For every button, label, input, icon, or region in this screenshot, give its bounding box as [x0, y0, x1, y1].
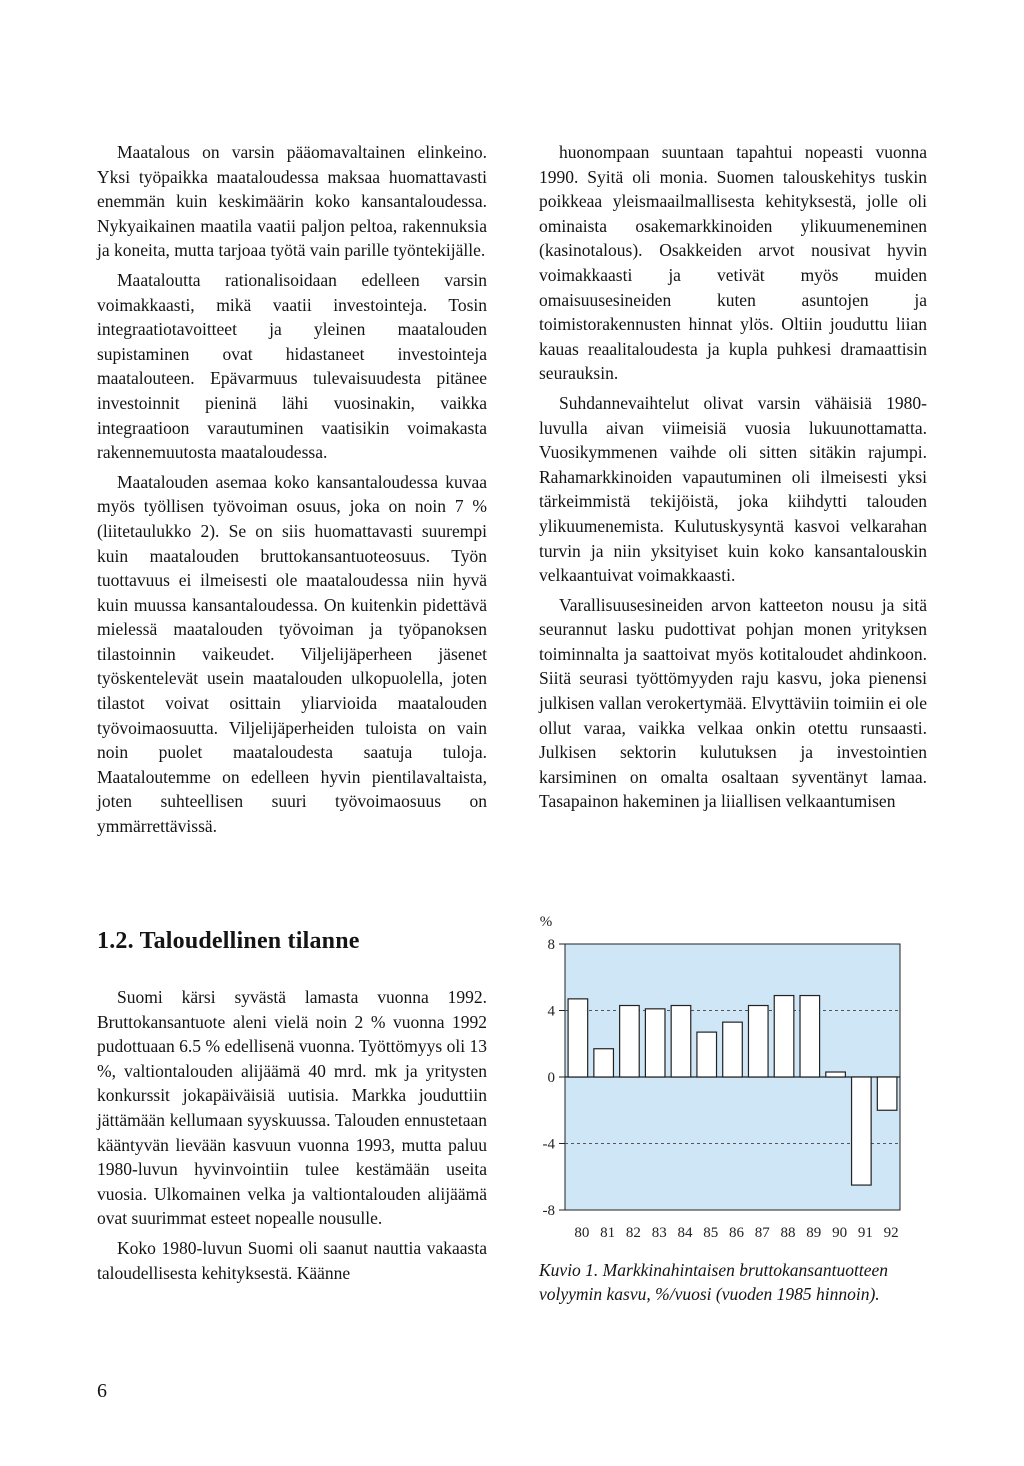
bar-90	[826, 1072, 846, 1077]
y-tick-label: 4	[547, 1003, 555, 1020]
bar-82	[620, 1006, 640, 1077]
x-tick-label: 92	[883, 1225, 899, 1241]
left-column-bottom	[97, 985, 487, 1290]
x-tick-label: 90	[832, 1225, 848, 1241]
x-tick-label: 80	[574, 1225, 590, 1241]
x-tick-label: 89	[806, 1225, 822, 1241]
x-tick-label: 82	[625, 1225, 641, 1241]
y-tick-label: -8	[542, 1203, 555, 1219]
x-tick-label: 83	[651, 1225, 667, 1241]
x-tick-label: 86	[729, 1225, 744, 1241]
left-column-top	[97, 140, 487, 844]
y-tick-label: -4	[542, 1136, 555, 1153]
bar-84	[671, 1006, 691, 1077]
figure-caption: Kuvio 1. Markkinahintaisen bruttokansantuotteen volyymin kasvu, %/vuosi (vuoden 1985 hinnoin).	[539, 1260, 888, 1304]
gdp-growth-chart	[520, 905, 940, 1245]
page-number: 6	[97, 1380, 107, 1402]
x-tick-label: 87	[754, 1225, 770, 1241]
bar-91	[852, 1077, 872, 1185]
left-column-bottom-paragraph: Koko 1980-luvun Suomi oli saanut nauttia vakaasta taloudellisesta kehityksestä. Käänne	[97, 1237, 487, 1283]
bar-81	[594, 1049, 614, 1077]
x-tick-label: 84	[677, 1225, 693, 1241]
x-tick-label: 81	[600, 1225, 616, 1241]
x-tick-label: 88	[780, 1225, 796, 1241]
left-column-top-paragraph: Maatalous on varsin pääomavaltainen elinkeino. Yksi työpaikka maataloudessa maksaa huomattavasti enemmän kuin keskimäärin koko kansantaloudessa. Nykyaikainen maatila vaatii paljon peltoa, rakennuksia ja koneita, mutta tarjoaa työtä vain parille työntekijälle.	[97, 142, 487, 261]
right-column-top	[539, 140, 927, 819]
left-column-top-paragraph: Maatalouden asemaa koko kansantaloudessa kuvaa myös työllisen työvoiman osuus, joka on noin 7 % (liitetaulukko 2). Se on siis huomattavasti suurempi kuin maatalouden bruttokansantuoteosuus. Työn tuottavuus ei ilmeisesti ole maataloudessa niin hyvä kuin muussa kansantaloudessa. On kuitenkin pidettävä mielessä maatalouden työvoiman ja työpanoksen tilastoinnin vaikeudet. Viljelijäperheen jäsenet työskentelevät usein maatalouden ulkopuolella, joten tilastot voivat osittain yliarvioida maatalouden työvoimaosuutta. Viljelijäperheiden tuloista on vain noin puolet maataloudesta saatuja tuloja. Maataloutemme on edelleen hyvin pientilavaltaista, joten suhteellisen suuri työvoimaosuus on ymmärrettävissä.	[97, 471, 487, 837]
bar-80	[568, 999, 588, 1077]
right-column-top-paragraph: huonompaan suuntaan tapahtui nopeasti vuonna 1990. Syitä oli monia. Suomen talouskehitys tuskin poikkeaa yleismaailmallisesta kehityksestä, jolle oli ominaista osakemarkkinoiden ylikuumeneminen (kasinotalous). Osakkeiden arvot nousivat hyvin voimakkaasti ja vetivät myös muiden omaisuusesineiden kuten asuntojen ja toimistorakennusten hinnat ylös. Oltiin jouduttu liian kauas reaalitaloudesta ja kupla puhkesi dramaattisin seurauksin.	[539, 142, 927, 384]
bar-87	[748, 1006, 768, 1077]
y-tick-label: 0	[547, 1070, 555, 1086]
bar-83	[645, 1009, 665, 1077]
bar-85	[697, 1032, 717, 1077]
left-column-top-paragraph: Maataloutta rationalisoidaan edelleen varsin voimakkaasti, mikä vaatii investointeja. Tosin integraatiotavoitteet ja yleinen maatalouden supistaminen ovat hidastaneet investointeja maatalouteen. Epävarmuus tulevaisuudesta pitänee investoinnit pieninä lähi vuosinakin, vaikka integraatioon varautuminen vaatisikin voimakasta rakennemuutosta maataloudessa.	[97, 269, 487, 463]
y-tick-label: 8	[547, 937, 555, 953]
x-tick-label: 91	[857, 1225, 873, 1241]
right-column-top-paragraph: Suhdannevaihtelut olivat varsin vähäisiä 1980-luvulla aivan viimeisiä vuosia lukuunottamatta. Vuosikymmenen vaihde oli sitten sitäkin rajumpi. Rahamarkkinoiden vapautuminen oli ilmeisesti yksi tärkeimmistä tekijöistä, joka kiihdytti talouden ylikuumenemista. Kulutuskysyntä kasvoi velkarahan turvin ja niin yksityiset kuin koko kansantalouskin velkaantuivat voimakkaasti.	[539, 392, 927, 586]
x-tick-label: 85	[703, 1225, 719, 1241]
bar-89	[800, 996, 820, 1077]
left-column-bottom-paragraph: Suomi kärsi syvästä lamasta vuonna 1992. Bruttokansantuote aleni vielä noin 2 % vuonna 1992 pudottuaan 6.5 % edellisenä vuonna. Työttömyys oli 13 %, valtiontalouden alijäämä 40 mrd. mk ja yritysten konkurssit jokapäiväisiä uutisia. Markka jouduttiin jättämään kellumaan syyskuussa. Talouden ennustetaan kääntyvän lievään kasvuun vuonna 1993, mutta paluu 1980-luvun hyvinvointiin tulee kestämään useita vuosia. Ulkomainen velka ja valtiontalouden alijäämä ovat suurimmat esteet nopealle nousulle.	[97, 987, 487, 1229]
section-heading: 1.2. Taloudellinen tilanne	[97, 928, 360, 954]
bar-92	[877, 1077, 897, 1110]
y-axis-unit-label: %	[539, 914, 553, 930]
right-column-top-paragraph: Varallisuusesineiden arvon katteeton nousu ja sitä seurannut lasku pudottivat pohjan monen yrityksen toiminnalta ja saattoivat myös kotitaloudet ahdinkoon. Siitä seurasi työttömyyden raju kasvu, joka pienensi julkisen vallan verokertymää. Elvyttäviin toimiin ei ole ollut varaa, vaikka velkaa onkin otettu runsaasti. Julkisen sektorin kulutuksen ja investointien karsiminen on omalta osaltaan syventänyt lamaa. Tasapainon hakeminen ja liiallisen velkaantumisen	[539, 594, 927, 812]
bar-88	[774, 996, 794, 1077]
chart-svg	[520, 905, 940, 1245]
bar-86	[723, 1022, 743, 1077]
